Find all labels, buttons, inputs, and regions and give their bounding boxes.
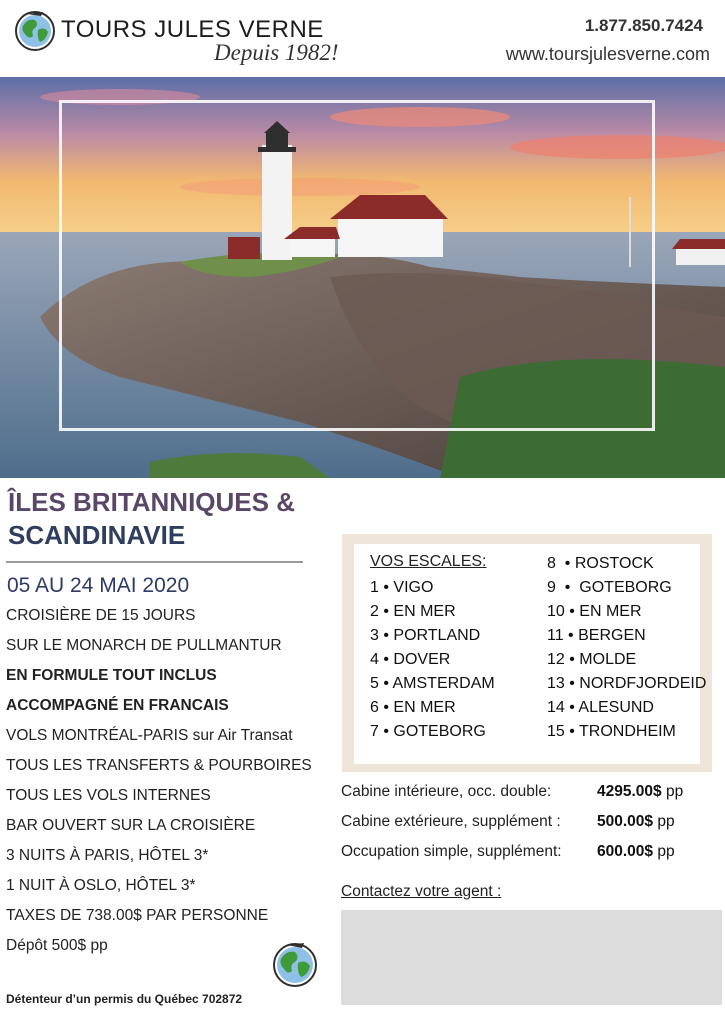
feature-item: TOUS LES TRANSFERTS & POURBOIRES: [6, 757, 312, 774]
port-item: 13 • NORDFJORDEID: [547, 675, 707, 692]
price-label: Occupation simple, supplément:: [341, 843, 562, 860]
feature-item: CROISIÈRE DE 15 JOURS: [6, 607, 196, 624]
ports-heading: VOS ESCALES:: [370, 553, 487, 570]
price-amount: 500.00$: [597, 813, 654, 830]
contact-label: Contactez votre agent :: [341, 883, 502, 900]
ports-list-left: [370, 577, 495, 745]
trip-title-line-2: SCANDINAVIE: [8, 520, 186, 550]
globe-plane-icon: [270, 939, 320, 989]
port-item: 4 • DOVER: [370, 651, 451, 668]
website-link[interactable]: www.toursjulesverne.com: [505, 44, 710, 64]
feature-list: [6, 606, 312, 966]
contact-agent-box: [341, 910, 722, 1005]
port-item: 8 • ROSTOCK: [547, 555, 654, 572]
feature-item: 1 NUIT À OSLO, HÔTEL 3*: [6, 877, 196, 894]
globe-plane-icon: [13, 8, 57, 52]
hero-image: [0, 77, 725, 478]
trip-title: [8, 486, 295, 552]
price-amount-group: [597, 813, 675, 831]
feature-item: TOUS LES VOLS INTERNES: [6, 787, 211, 804]
ports-list-right: [547, 553, 706, 745]
hero-frame: [59, 100, 655, 431]
feature-item: SUR LE MONARCH DE PULLMANTUR: [6, 637, 282, 654]
feature-item: Dépôt 500$ pp: [6, 937, 108, 954]
pricing-table: [341, 783, 711, 873]
price-unit: pp: [653, 843, 675, 860]
port-item: 5 • AMSTERDAM: [370, 675, 495, 692]
price-row: [341, 843, 711, 873]
price-amount: 4295.00$: [597, 783, 662, 800]
title-divider: [6, 561, 303, 563]
port-item: 14 • ALESUND: [547, 699, 654, 716]
port-item: 9 • GOTEBORG: [547, 579, 672, 596]
trip-title-line-1: ÎLES BRITANNIQUES &: [8, 487, 295, 517]
port-item: 11 • BERGEN: [547, 627, 646, 644]
port-item: 1 • VIGO: [370, 579, 434, 596]
brand-tagline: Depuis 1982!: [214, 40, 339, 65]
price-unit: pp: [653, 813, 675, 830]
port-item: 10 • EN MER: [547, 603, 642, 620]
trip-dates: 05 AU 24 MAI 2020: [7, 574, 190, 597]
port-item: 2 • EN MER: [370, 603, 456, 620]
price-unit: pp: [661, 783, 684, 800]
price-row: [341, 813, 711, 843]
price-row: [341, 783, 711, 813]
port-item: 6 • EN MER: [370, 699, 456, 716]
feature-item: BAR OUVERT SUR LA CROISIÈRE: [6, 817, 256, 834]
feature-item: EN FORMULE TOUT INCLUS: [6, 667, 217, 684]
ports-panel-inner: [354, 544, 707, 764]
port-item: 3 • PORTLAND: [370, 627, 481, 644]
phone-number[interactable]: 1.877.850.7424: [584, 16, 703, 35]
feature-item: 3 NUITS À PARIS, HÔTEL 3*: [6, 847, 209, 864]
feature-item: VOLS MONTRÉAL-PARIS sur Air Transat: [6, 727, 293, 744]
permit-notice: Détenteur d’un permis du Québec 702872: [6, 992, 243, 1006]
port-item: 7 • GOTEBORG: [370, 723, 486, 740]
price-label: Cabine extérieure, supplément :: [341, 813, 561, 830]
port-item: 15 • TRONDHEIM: [547, 723, 676, 740]
feature-item: ACCOMPAGNÉ EN FRANCAIS: [6, 697, 229, 714]
ports-panel: [342, 534, 712, 772]
price-amount: 600.00$: [597, 843, 654, 860]
price-amount-group: [597, 843, 675, 861]
feature-item: TAXES DE 738.00$ PAR PERSONNE: [6, 907, 269, 924]
price-amount-group: [597, 783, 683, 801]
price-label: Cabine intérieure, occ. double:: [341, 783, 552, 800]
brand-name: TOURS JULES VERNE: [61, 16, 324, 43]
port-item: 12 • MOLDE: [547, 651, 637, 668]
